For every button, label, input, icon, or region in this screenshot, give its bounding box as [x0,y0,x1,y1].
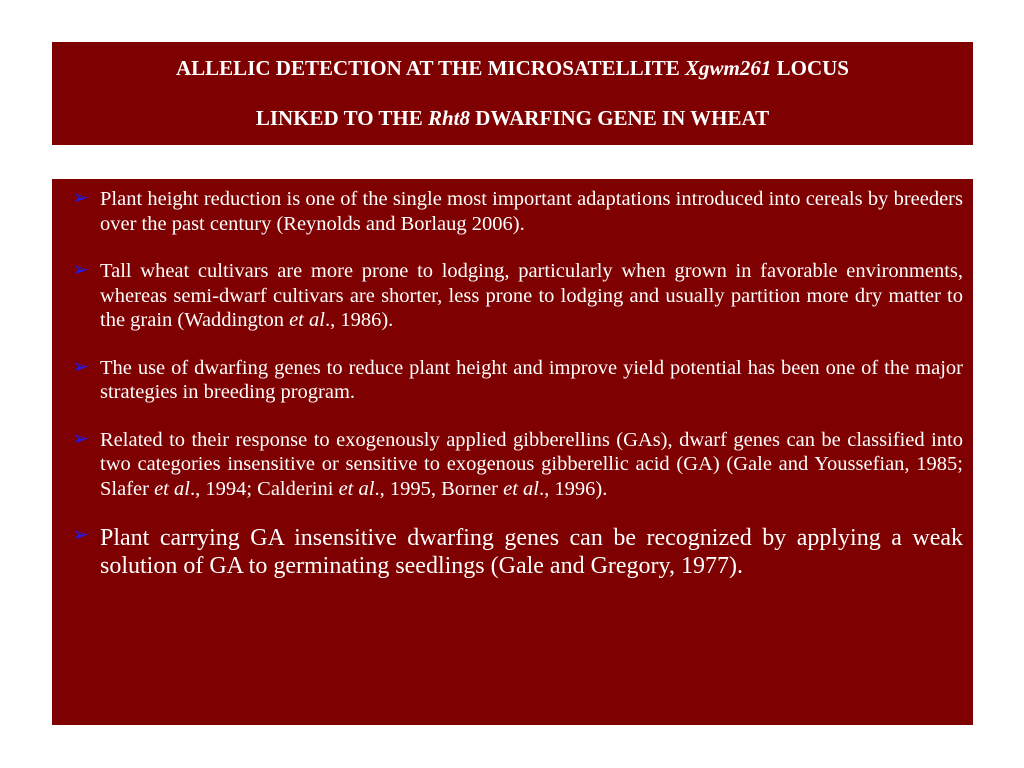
bullet-item-1 [72,187,963,236]
title-line-1-text-a: ALLELIC DETECTION AT THE MICROSATELLITE [176,56,686,80]
bullet-item-2 [72,259,963,333]
arrow-bullet-icon: ➢ [72,524,89,546]
bullet-item-3 [72,356,963,405]
title-line-1-text-b: LOCUS [771,56,849,80]
title-banner [52,42,973,145]
bullet-4-part-1: Related to their response to exogenously applied gibberellins (GAs), dwarf genes can be classified into two categories insensitive or sensitive to exogenous gibberellic acid (GA) (Gale and Youssefian, 1985; Slafer [100,428,963,500]
bullet-2-part-2: ., 1986). [324,309,394,331]
bullet-text-3: The use of dwarfing genes to reduce plant height and improve yield potential has been one of the major strategies in breeding program. [100,356,963,403]
arrow-bullet-icon: ➢ [72,355,89,378]
bullet-4-part-3: ., 1995, Borner [374,477,504,500]
bullet-item-5 [72,524,963,580]
arrow-bullet-icon: ➢ [72,427,89,450]
content-panel [52,179,973,725]
bullet-4-italic-1: et al [154,477,190,500]
bullet-4-italic-3: et al [503,477,539,500]
title-line-1-italic: Xgwm261 [685,56,772,80]
bullet-text-2 [100,259,963,333]
arrow-bullet-icon: ➢ [72,259,89,281]
bullet-4-part-4: ., 1996). [539,477,608,500]
title-line-1 [52,56,973,80]
bullet-4-italic-2: et al [338,477,375,500]
bullet-4-part-2: ., 1994; Calderini [189,477,339,500]
bullet-item-4 [72,428,963,502]
bullet-text-4 [100,428,963,502]
bullet-text-5: Plant carrying GA insensitive dwarfing genes can be recognized by applying a weak solution of GA to germinating seedlings (Gale and Gregory, 1977). [100,525,963,579]
bullet-2-part-1: Tall wheat cultivars are more prone to lodging, particularly when grown in favorable environments, whereas semi-dwarf cultivars are shorter, less prone to lodging and usually partition more dry matter to the grain (Waddington [100,260,963,331]
bullet-text-1: Plant height reduction is one of the single most important adaptations introduced into cereals by breeders over the past century (Reynolds and Borlaug 2006). [100,188,963,235]
title-line-2 [52,106,973,130]
title-line-2-text-a: LINKED TO THE [255,106,428,130]
title-line-2-italic: Rht8 [428,106,471,130]
title-line-2-text-b: DWARFING GENE IN WHEAT [470,106,770,130]
arrow-bullet-icon: ➢ [72,187,89,209]
bullet-2-italic-1: et al [289,309,325,331]
